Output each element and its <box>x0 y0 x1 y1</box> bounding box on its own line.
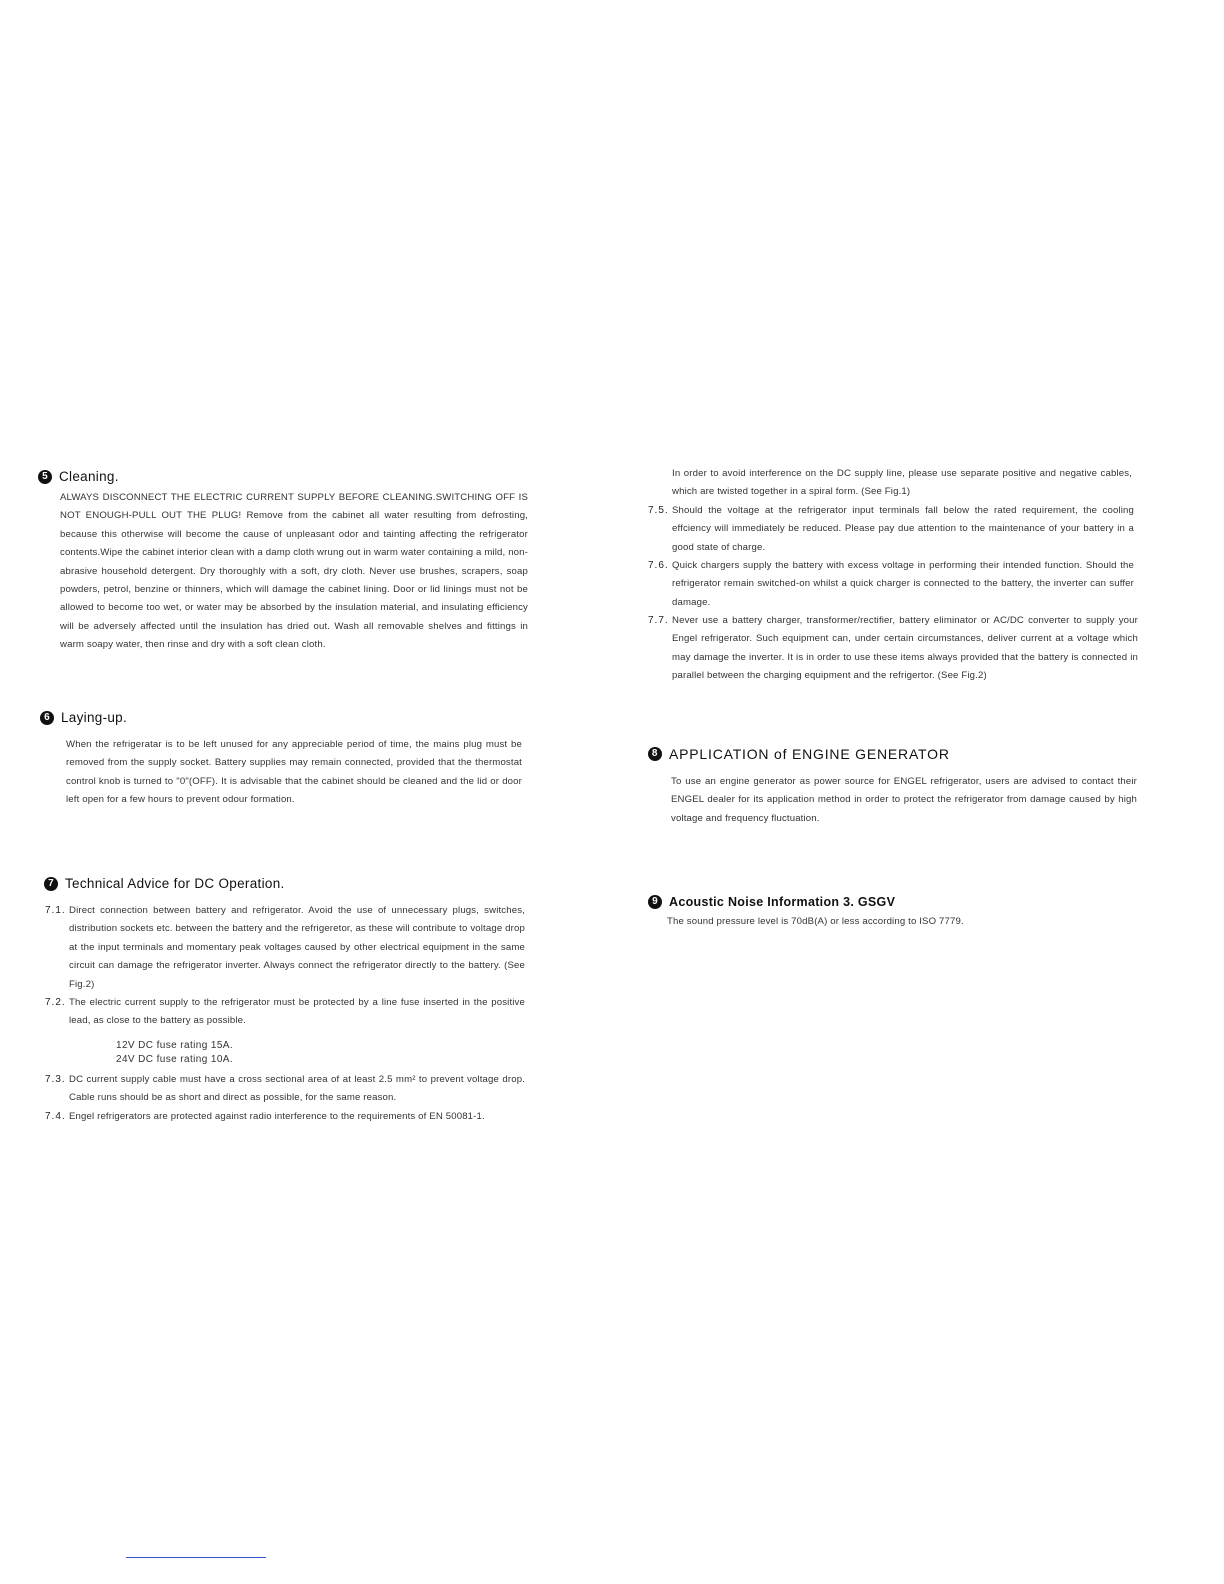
item-text: The electric current supply to the refrigerator must be protected by a line fuse inserted in the positive lead, as close to the battery as possible. <box>69 997 525 1027</box>
item-text: Engel refrigerators are protected against radio interference to the requirements of EN 50081-1. <box>69 1111 485 1122</box>
fuse-rating-24v: 24V DC fuse rating 10A. <box>116 1054 234 1065</box>
section-title: APPLICATION of ENGINE GENERATOR <box>669 746 950 762</box>
technical-item-7-6 <box>648 557 1136 613</box>
technical-item-7-4 <box>45 1108 545 1128</box>
section-laying-up-heading <box>40 710 127 725</box>
item-text: Direct connection between battery and refrigerator. Avoid the use of unnecessary plugs, switches, distribution sockets etc. between the battery and the refrigeretor, as these will contribute to voltage drop at the input terminals and momentary peak voltages caused by other electrical equipment in the same circuit can damage the refrigerator inverter. Always connect the refrigerator directly to the battery. (See Fig.2) <box>69 905 525 990</box>
generator-body: To use an engine generator as power source for ENGEL refrigerator, users are advised to contact their ENGEL dealer for its application method in order to protect the refrigerator from damage caused by high voltage and frequency fluctuation. <box>671 776 1137 824</box>
section-number-badge: 8 <box>648 747 662 761</box>
item-label: 7.1. <box>45 905 66 916</box>
section-title: Cleaning. <box>59 469 119 484</box>
section-number-badge: 5 <box>38 470 52 484</box>
item-text: Never use a battery charger, transformer/rectifier, battery eliminator or AC/DC converter to supply your Engel refrigerator. Such equipment can, under certain circumstances, deliver current at a voltage which may damage the inverter. It is in order to use these items always provided that the battery is connected in parallel between the charging equipment and the refrigertor. (See Fig.2) <box>672 615 1138 682</box>
technical-item-7-5 <box>648 502 1136 558</box>
technical-item-7-1 <box>45 902 525 998</box>
item-text: DC current supply cable must have a cross sectional area of at least 2.5 mm² to prevent voltage drop. Cable runs should be as short and direct as possible, for the same reason. <box>69 1074 525 1104</box>
item-label: 7.5. <box>648 505 669 516</box>
technical-item-7-4-continued: In order to avoid interference on the DC supply line, please use separate positive and negative cables, which are twisted together in a spiral form. (See Fig.1) <box>672 468 1132 498</box>
section-number-badge: 9 <box>648 895 662 909</box>
noise-body: The sound pressure level is 70dB(A) or less according to ISO 7779. <box>667 916 964 927</box>
section-title: Laying-up. <box>61 710 128 725</box>
section-title: Acoustic Noise Information 3. GSGV <box>669 895 896 909</box>
section-number-badge: 6 <box>40 711 54 725</box>
item-label: 7.3. <box>45 1074 66 1085</box>
footer-rule <box>126 1557 266 1558</box>
item-label: 7.7. <box>648 615 669 626</box>
technical-item-7-7 <box>648 612 1140 708</box>
technical-item-7-2 <box>45 994 525 1032</box>
item-label: 7.2. <box>45 997 66 1008</box>
section-noise-heading <box>648 895 895 909</box>
section-title: Technical Advice for DC Operation. <box>65 876 285 891</box>
section-generator-heading <box>648 746 950 762</box>
fuse-rating-12v: 12V DC fuse rating 15A. <box>116 1040 234 1051</box>
section-cleaning-heading <box>38 469 119 484</box>
technical-item-7-3 <box>45 1071 525 1109</box>
cleaning-body: ALWAYS DISCONNECT THE ELECTRIC CURRENT SUPPLY BEFORE CLEANING.SWITCHING OFF IS NOT ENOUGH-PULL OUT THE PLUG! Remove from the cabinet all water resulting from defrosting, because this otherwise will become the cause of unpleasant odor and tainting affecting the refrigerator contents.Wipe the cabinet interior clean with a damp cloth wrung out in warm water containing a mild, non-abrasive household detergent. Dry thoroughly with a soft, dry cloth. Never use brushes, scrapers, soap powders, petrol, benzine or thinners, which will damage the cabinet lining. Door or lid linings must not be allowed to become too wet, or water may be absorbed by the insulation material, and insulating efficiency will be adversely affected until the insulation has dried out. Wash all removable shelves and fittings in warm soapy water, then rinse and dry with a soft clean cloth. <box>60 492 528 651</box>
item-text: Should the voltage at the refrigerator input terminals fall below the rated requirement, the cooling effciency will immediately be reduced. Please pay due attention to the maintenance of your battery in a good state of charge. <box>672 505 1134 553</box>
section-number-badge: 7 <box>44 877 58 891</box>
section-technical-heading <box>44 876 285 891</box>
item-label: 7.6. <box>648 560 669 571</box>
laying-up-body: When the refrigeratar is to be left unused for any appreciable period of time, the mains plug must be removed from the supply socket. Battery supplies may remain connected, provided that the thermostat control knob is turned to "0"(OFF). It is advisable that the cabinet should be cleaned and the lid or door left open for a few hours to prevent odour formation. <box>66 739 522 806</box>
item-text: Quick chargers supply the battery with excess voltage in performing their intended function. Should the refrigerator remain switched-on whilst a quick charger is connected to the battery, the inverter can suffer damage. <box>672 560 1134 608</box>
item-label: 7.4. <box>45 1111 66 1122</box>
